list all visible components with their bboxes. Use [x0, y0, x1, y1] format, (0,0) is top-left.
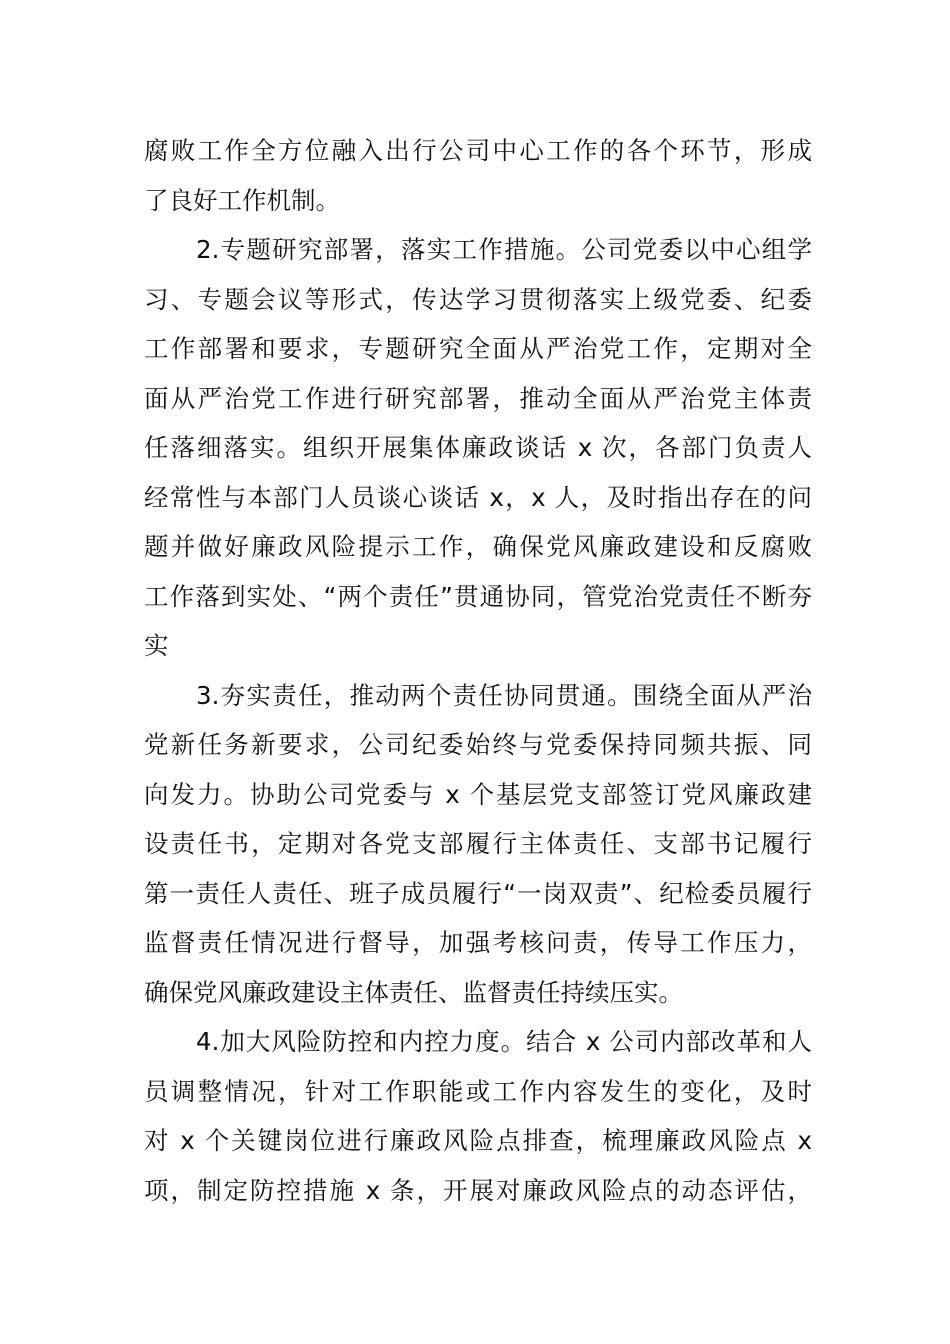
- paragraph-first-line: 2.专题研究部署，落实工作措施。公司党委以中心组学: [196, 235, 812, 264]
- paragraph-first-line: 4.加大风险防控和内控力度。结合 x 公司内部改革和人: [196, 1027, 812, 1056]
- paragraph-line: 面从严治党工作进行研究部署，推动全面从严治党主体责: [144, 383, 812, 413]
- paragraph-line: 第一责任人责任、班子成员履行“一岗双责”、纪检委员履行: [144, 878, 812, 908]
- paragraph-line: 工作落到实处、“两个责任”贯通协同，管党治党责任不断夯: [144, 581, 812, 611]
- paragraph-line: 党新任务新要求，公司纪委始终与党委保持同频共振、同: [144, 730, 812, 759]
- paragraph-line: 实: [144, 631, 169, 660]
- paragraph-first-line: 3.夯实责任，推动两个责任协同贯通。围绕全面从严治: [196, 680, 812, 710]
- paragraph-line: 向发力。协助公司党委与 x 个基层党支部签订党风廉政建: [144, 779, 812, 809]
- document-body: [144, 126, 812, 1215]
- paragraph-line: 习、专题会议等形式，传达学习贯彻落实上级党委、纪委: [144, 284, 812, 314]
- paragraph-line: 经常性与本部门人员谈心谈话 x，x 人，及时指出存在的问: [144, 482, 812, 512]
- paragraph-line: 腐败工作全方位融入出行公司中心工作的各个环节，形成: [144, 136, 812, 165]
- paragraph-line: 任落细落实。组织开展集体廉政谈话 x 次，各部门负责人: [144, 433, 812, 462]
- paragraph-line: 项，制定防控措施 x 条，开展对廉政风险点的动态评估，: [144, 1175, 812, 1205]
- paragraph-line: 员调整情况，针对工作职能或工作内容发生的变化，及时: [144, 1076, 812, 1106]
- paragraph-line: 题并做好廉政风险提示工作，确保党风廉政建设和反腐败: [144, 532, 812, 561]
- paragraph-line: 设责任书，定期对各党支部履行主体责任、支部书记履行: [144, 829, 812, 858]
- paragraph-line: 确保党风廉政建设主体责任、监督责任持续压实。: [144, 977, 683, 1007]
- paragraph-line: 对 x 个关键岗位进行廉政风险点排查，梳理廉政风险点 x: [144, 1126, 812, 1155]
- paragraph-line: 了良好工作机制。: [144, 185, 340, 215]
- paragraph-line: 工作部署和要求，专题研究全面从严治党工作，定期对全: [144, 334, 812, 363]
- paragraph-line: 监督责任情况进行督导，加强考核问责，传导工作压力，: [144, 928, 812, 957]
